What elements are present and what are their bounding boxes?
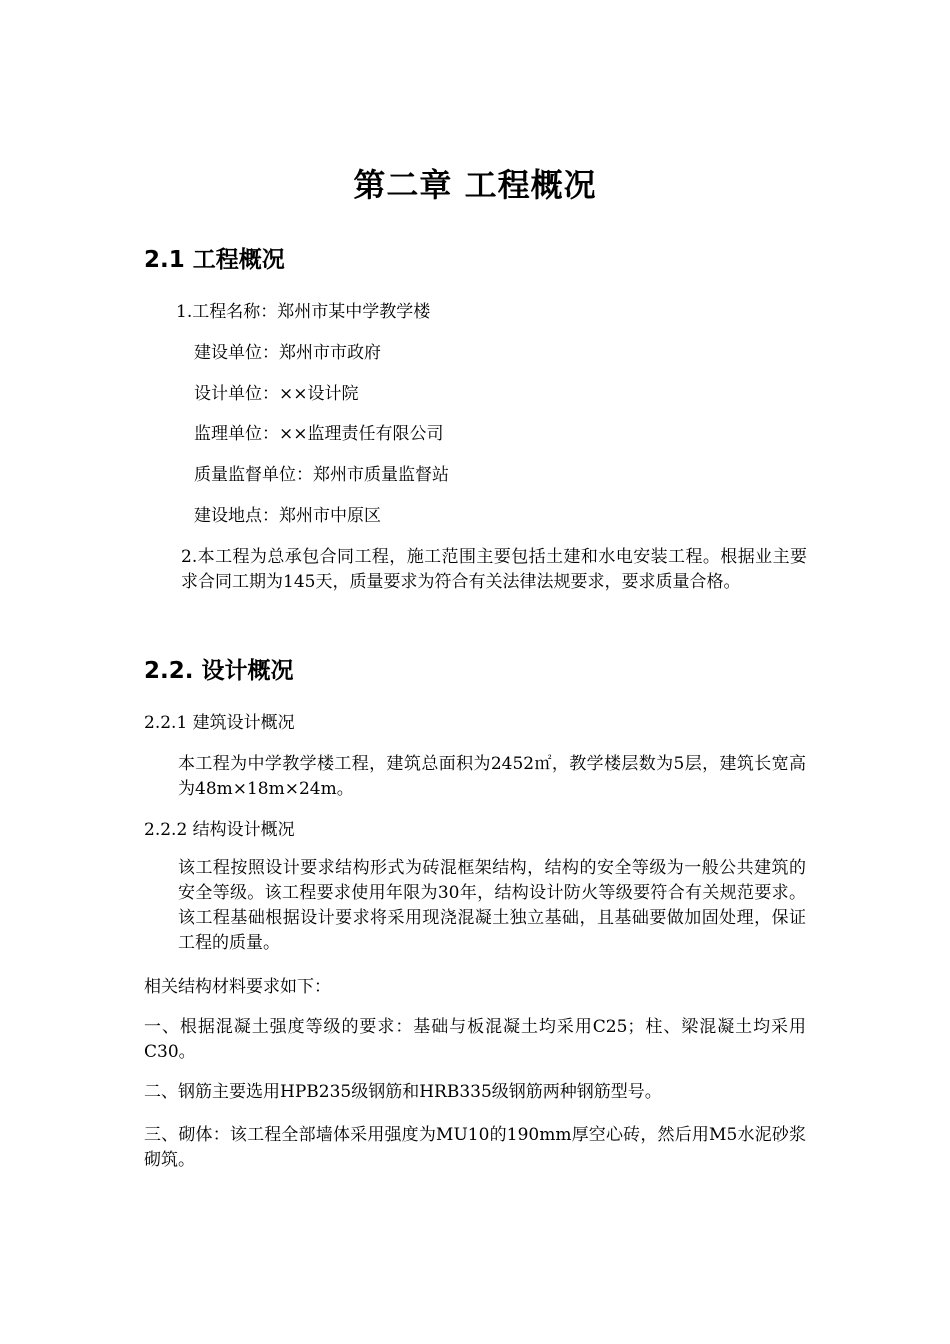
subsection-heading-2-2-2: 2.2.2 结构设计概况 (144, 820, 295, 840)
client-line: 建设单位：郑州市市政府 (194, 343, 381, 363)
material-rebar: 二、钢筋主要选用HPB235级钢筋和HRB335级钢筋两种钢筋型号。 (144, 1082, 662, 1102)
quality-supervision-line: 质量监督单位：郑州市质量监督站 (194, 465, 449, 485)
material-masonry: 三、砌体：该工程全部墙体采用强度为MU10的190mm厚空心砖，然后用M5水泥砂浆砌筑。 (144, 1125, 806, 1170)
architecture-paragraph (144, 752, 806, 802)
supervisor-line: 监理单位：××监理责任有限公司 (194, 424, 444, 444)
location-line: 建设地点：郑州市中原区 (194, 506, 381, 526)
structure-paragraph (144, 856, 806, 956)
structure-text: 该工程按照设计要求结构形式为砖混框架结构，结构的安全等级为一般公共建筑的安全等级。该工程要求使用年限为30年，结构设计防火等级要符合有关规范要求。该工程基础根据设计要求将采用现浇混凝土独立基础，且基础要做加固处理，保证工程的质量。 (178, 858, 806, 953)
section-heading-2-2: 2.2. 设计概况 (144, 658, 294, 684)
contract-paragraph: 2.本工程为总承包合同工程，施工范围主要包括土建和水电安装工程。根据业主要求合同工期为145天，质量要求为符合有关法律法规要求，要求质量合格。 (181, 547, 807, 592)
architecture-text: 本工程为中学教学楼工程，建筑总面积为2452㎡，教学楼层数为5层，建筑长宽高为48m×18m×24m。 (178, 754, 806, 799)
project-name-line: 1.工程名称：郑州市某中学教学楼 (176, 302, 431, 322)
materials-intro: 相关结构材料要求如下： (144, 977, 331, 997)
designer-line: 设计单位：××设计院 (194, 384, 359, 404)
section-heading-2-1: 2.1 工程概况 (144, 247, 285, 273)
material-concrete: 一、根据混凝土强度等级的要求：基础与板混凝土均采用C25；柱、梁混凝土均采用C30。 (144, 1017, 806, 1062)
chapter-title: 第二章 工程概况 (353, 166, 597, 204)
subsection-heading-2-2-1: 2.2.1 建筑设计概况 (144, 713, 295, 733)
